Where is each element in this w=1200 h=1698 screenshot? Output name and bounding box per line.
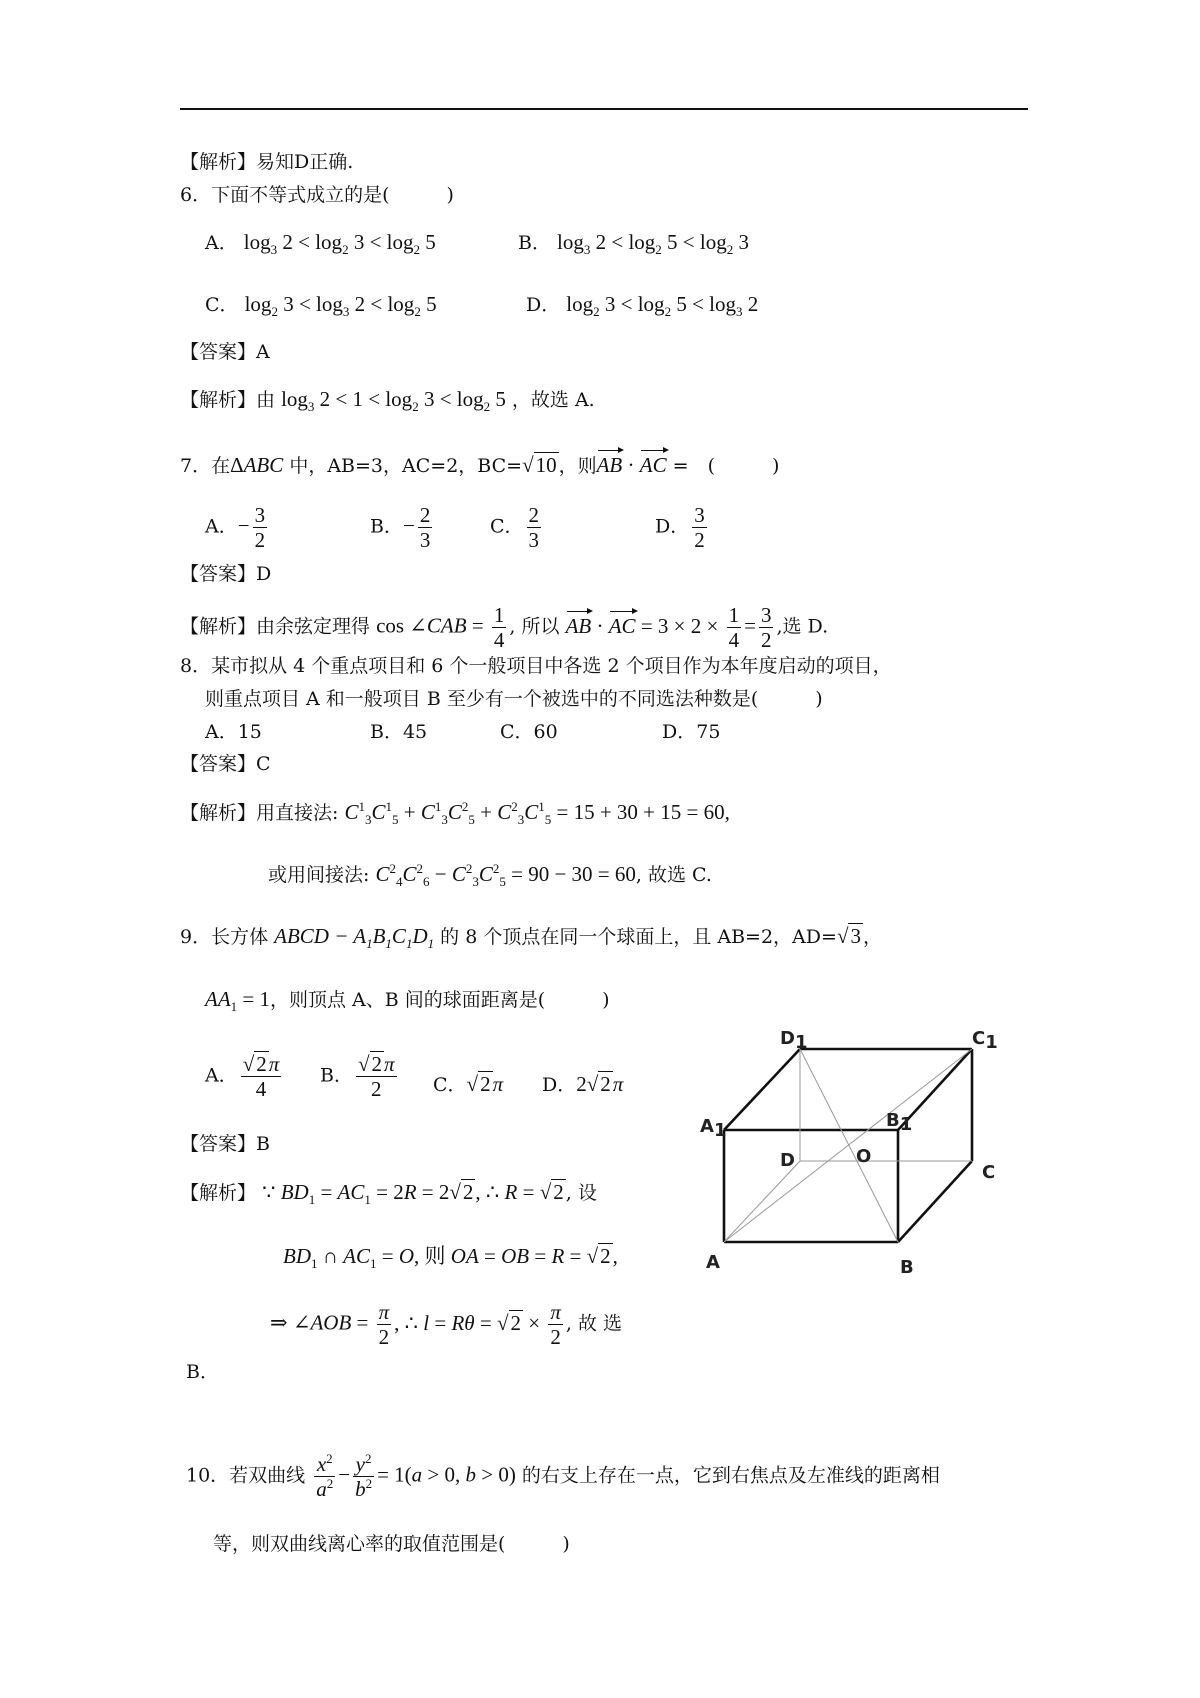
q8-option-d: D．75 xyxy=(662,721,721,743)
q7-stem: 7．在ΔABC 中，AB=3，AC=2，BC=√10 ，则AB · AC = ( ) xyxy=(180,453,780,477)
label-d1: D1 xyxy=(780,1028,808,1053)
label-a: A xyxy=(706,1252,720,1273)
hidden-edge-a-d xyxy=(724,1161,800,1242)
label-c: C xyxy=(982,1162,996,1183)
q9-option-c: C．√2π xyxy=(433,1072,504,1096)
q9-analysis-line2: $BD_1$ ∩ $AC_1 = O$, 则 OA = OB = R = √2, xyxy=(283,1244,618,1272)
edge-b-c xyxy=(898,1161,972,1242)
label-o: O xyxy=(856,1146,872,1167)
label-b: B xyxy=(900,1257,914,1276)
q9-analysis-line3: ⇒ ∠AOB = $\frac{\pi}{2}$ , ∴ l = Rθ = √2 × $\frac{\pi}{2}$ , 故 选 xyxy=(270,1300,622,1350)
q7-answer: 【答案】D xyxy=(180,563,272,585)
label-a1: A1 xyxy=(700,1116,727,1141)
q8-option-b: B．45 xyxy=(370,721,428,743)
q8-stem-line1: 8．某市拟从 4 个重点项目和 6 个一般项目中各选 2 个项目作为本年度启动的项目， xyxy=(180,655,892,677)
q9-analysis-line1: 【解析】 ∵ $BD_1 = AC_1 = 2R = 2√2$, ∴ R = √2 , 设 xyxy=(180,1180,597,1208)
q8-answer: 【答案】C xyxy=(180,753,271,775)
diagonal-d1-b xyxy=(800,1049,898,1242)
q8-option-c: C．60 xyxy=(500,721,558,743)
q6-stem: 6．下面不等式成立的是( ) xyxy=(180,184,454,206)
label-d: D xyxy=(780,1150,795,1171)
q9-answer: 【答案】B xyxy=(180,1133,270,1155)
q9-stem-line2: $AA_1 = 1$，则顶点 A、B 间的球面距离是( ) xyxy=(205,987,610,1015)
q7-option-d: D． $\frac{3}{2}$ xyxy=(655,503,705,553)
q7-option-c: C． $\frac{2}{3}$ xyxy=(490,503,540,553)
q8-analysis-line1: 【解析】用直接法: $C^1_3C^1_5 + C^1_3C^2_5 + C^2_3C^1_5 = 15 + 30 + 15 = 60$, xyxy=(180,799,730,828)
q9-option-a: A． $\frac{√2\pi}{4}$ xyxy=(205,1052,280,1102)
q7-option-a: A．− $\frac{3}{2}$ xyxy=(205,503,266,553)
q6-analysis: 【解析】由 $\log_3 2 < 1 < \log_2 3 < \log_2 5$ ，故选 A. xyxy=(180,387,595,415)
diagonal-a-c1 xyxy=(724,1049,972,1242)
header-rule xyxy=(180,108,1028,110)
q6-answer: 【答案】A xyxy=(180,341,270,363)
q8-stem-line2: 则重点项目 A 和一般项目 B 至少有一个被选中的不同选法种数是( ) xyxy=(205,688,823,710)
label-b1: B1 xyxy=(886,1110,913,1135)
q6-option-d: D． $\log_2 3 < \log_2 5 < \log_3 2$ xyxy=(526,292,759,320)
q6-option-b: B． $\log_3 2 < \log_2 5 < \log_2 3$ xyxy=(518,230,749,258)
edge-a1-d1 xyxy=(724,1049,800,1130)
label-c1: C1 xyxy=(972,1028,998,1053)
q6-option-c: C． $\log_2 3 < \log_3 2 < \log_2 5$ xyxy=(205,292,437,320)
q7-option-b: B．− $\frac{2}{3}$ xyxy=(370,503,431,553)
q6-option-a: A． $\log_3 2 < \log_2 3 < \log_2 5$ xyxy=(205,230,436,258)
cuboid-figure xyxy=(700,1006,1010,1276)
q5-analysis: 【解析】易知D正确. xyxy=(180,151,354,173)
q10-stem-line2: 等，则双曲线离心率的取值范围是( ) xyxy=(213,1533,570,1555)
q7-analysis: 【解析】由余弦定理得 cos ∠CAB = $\frac{1}{4}$ , 所以 AB · AC = 3 × 2 × $\frac{1}{4}$ = $\frac{3}{2}$ ,选 D. xyxy=(180,603,829,653)
q8-analysis-line2: 或用间接法: $C^2_4C^2_6 - C^2_3C^2_5 = 90 - 30 = 60$, 故选 C. xyxy=(268,861,712,890)
q9-stem: 9．长方体 ABCD − $A_1B_1C_1D_1$ 的 8 个顶点在同一个球面上，且 AB=2，AD=√3 ， xyxy=(180,924,882,952)
q10-stem: 10．若双曲线 $\frac{x^2}{a^2}$ − $\frac{y^2}{b^2}$ = 1(a > 0, b > 0) 的右支上存在一点，它到右焦点及左准线的距离相 xyxy=(186,1451,940,1502)
q9-option-d: D．2√2π xyxy=(542,1072,624,1096)
q9-analysis-last: B． xyxy=(186,1361,219,1383)
q8-option-a: A．15 xyxy=(205,721,262,743)
q9-option-b: B． $\frac{√2\pi}{2}$ xyxy=(320,1052,395,1102)
